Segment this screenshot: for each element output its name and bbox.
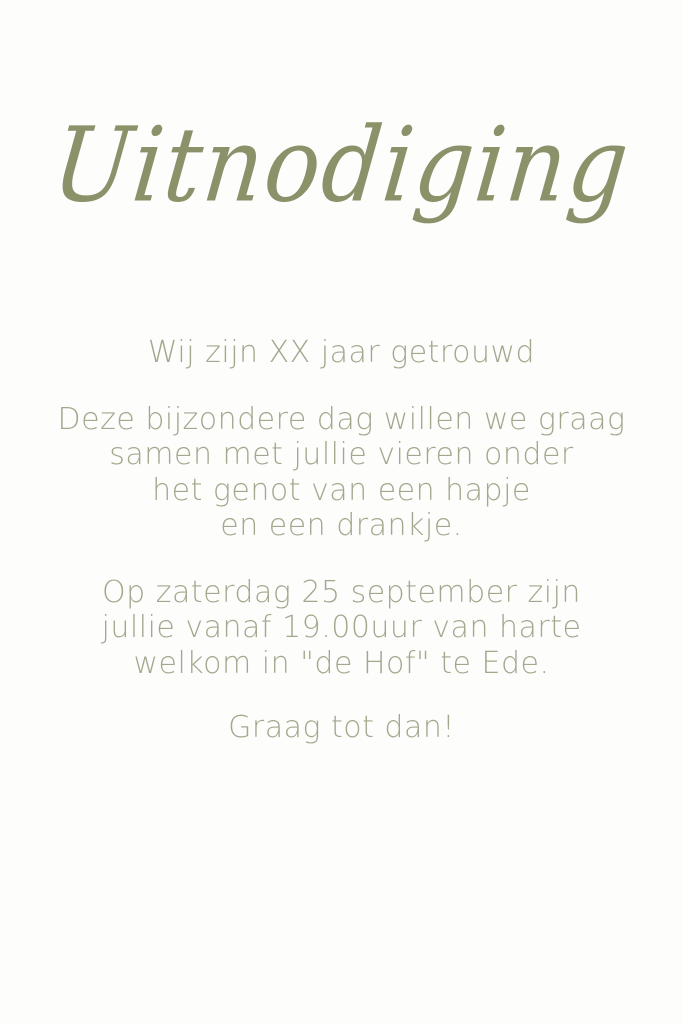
text-line: en een drankje. — [220, 508, 463, 544]
text-line: Deze bijzondere dag willen we graag — [57, 402, 626, 437]
text-block-intro — [0, 335, 683, 370]
text-block-closing — [0, 710, 683, 745]
text-line: Wij zijn XX jaar getrouwd — [147, 335, 536, 370]
paragraph-details — [0, 575, 683, 681]
text-line: welkom in "de Hof" te Ede. — [133, 645, 550, 681]
card-heading-container — [0, 105, 683, 226]
text-line: jullie vanaf 19.00uur van harte — [101, 610, 582, 646]
text-block-details — [0, 575, 683, 681]
paragraph-intro — [0, 335, 683, 370]
paragraph-closing — [0, 710, 683, 745]
text-line: Op zaterdag 25 september zijn — [102, 575, 581, 610]
text-block-message — [0, 402, 683, 544]
text-line: het genot van een hapje — [152, 472, 531, 508]
text-line: Graag tot dan! — [228, 710, 455, 745]
paragraph-message — [0, 402, 683, 544]
page-title: Uitnodiging — [47, 105, 636, 226]
text-line: samen met jullie vieren onder — [109, 437, 574, 473]
